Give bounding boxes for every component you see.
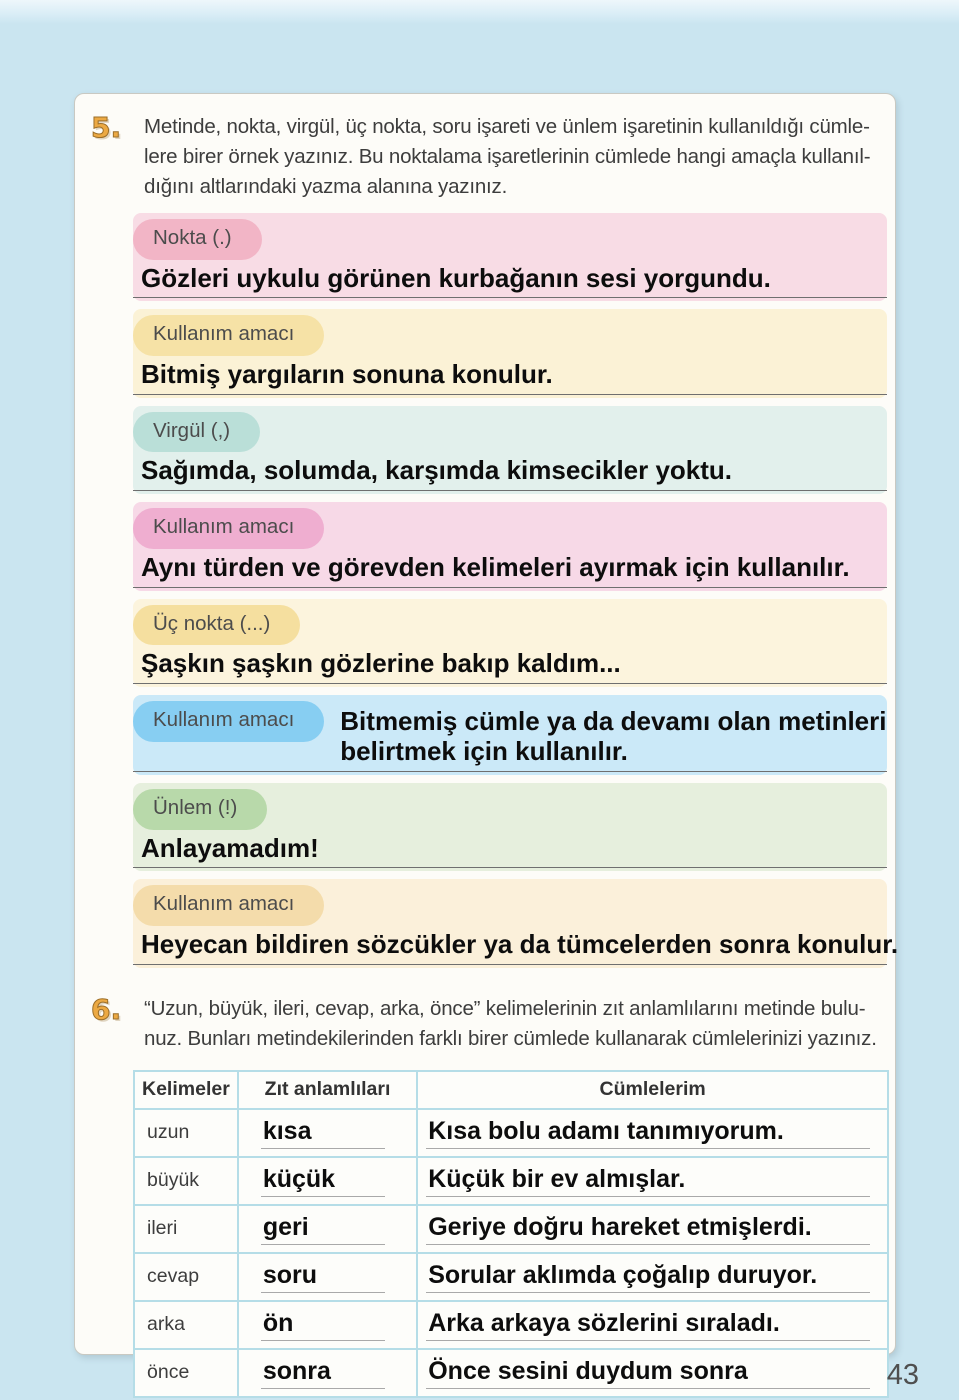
nokta-example-answer: Gözleri uykulu görünen kurbağanın sesi yorgundu. [133, 263, 887, 299]
sentence-cell [417, 1301, 888, 1349]
table-row [134, 1109, 888, 1157]
page-top-gradient [0, 0, 959, 24]
virgul-usage-label: Kullanım amacı [133, 508, 324, 549]
virgul-example-answer: Sağımda, solumda, karşımda kimsecikler yoktu. [133, 455, 887, 491]
sentence-answer: Geriye doğru hareket etmişlerdi. [426, 1213, 870, 1245]
word-cell: arka [134, 1301, 238, 1349]
antonym-answer: ön [261, 1309, 385, 1341]
virgul-usage-section [133, 502, 887, 590]
exercise-5-prompt-line-2: lere birer örnek yazınız. Bu noktalama işaretlerinin cümlede hangi amaçla kullanıl- [144, 145, 871, 168]
word-cell: cevap [134, 1253, 238, 1301]
uc-nokta-usage-section [133, 695, 887, 775]
table-row [134, 1301, 888, 1349]
uc-nokta-label: Üç nokta (...) [133, 605, 300, 646]
page-number: 43 [886, 1359, 919, 1391]
antonym-cell [238, 1109, 417, 1157]
uc-nokta-example-answer: Şaşkın şaşkın gözlerine bakıp kaldım... [133, 648, 887, 684]
antonym-answer: küçük [261, 1165, 385, 1197]
exercise-6-prompt-line-1: “Uzun, büyük, ileri, cevap, arka, önce” kelimelerinin zıt anlamlılarını metinde bulu- [144, 996, 866, 1020]
antonym-cell [238, 1301, 417, 1349]
punctuation-sections [133, 213, 899, 968]
sentence-cell [417, 1253, 888, 1301]
exercise-5-prompt-line-3: dığını altlarındaki yazma alanına yazınız. [144, 175, 508, 198]
sentence-answer: Sorular aklımda çoğalıp duruyor. [426, 1261, 870, 1293]
sentence-cell [417, 1157, 888, 1205]
worksheet-card [74, 93, 899, 1385]
unlem-example-answer: Anlayamadım! [133, 833, 887, 869]
word-cell: önce [134, 1349, 238, 1397]
antonym-answer: geri [261, 1213, 385, 1245]
antonym-answer: soru [261, 1261, 385, 1293]
header-cumlelerim: Cümlelerim [417, 1071, 888, 1109]
uc-nokta-usage-answer: Bitmemiş cümle ya da devamı olan metinleri belirtmek için kullanılır. [133, 701, 887, 772]
header-zit-anlamlilari: Zıt anlamlıları [238, 1071, 417, 1109]
unlem-usage-label: Kullanım amacı [133, 885, 324, 926]
sentence-cell [417, 1349, 888, 1397]
exercise-5-prompt [144, 112, 870, 202]
exercise-6-prompt-line-2: nuz. Bunları metindekilerinden farklı birer cümlede kullanarak cümlelerinizi yazınız. [144, 1026, 877, 1050]
nokta-section [133, 213, 887, 301]
sentence-answer: Küçük bir ev almışlar. [426, 1165, 870, 1197]
sentence-answer: Arka arkaya sözlerini sıraladı. [426, 1309, 870, 1341]
nokta-label: Nokta (.) [133, 219, 262, 260]
unlem-section [133, 783, 887, 871]
sentence-cell [417, 1109, 888, 1157]
sentence-answer: Kısa bolu adamı tanımıyorum. [426, 1117, 870, 1149]
antonym-answer: kısa [261, 1117, 385, 1149]
word-cell: büyük [134, 1157, 238, 1205]
antonym-cell [238, 1157, 417, 1205]
exercise-6 [91, 994, 887, 1054]
uc-nokta-section [133, 599, 887, 687]
nokta-usage-label: Kullanım amacı [133, 315, 324, 356]
antonym-answer: sonra [261, 1357, 385, 1389]
nokta-usage-answer: Bitmiş yargıların sonuna konulur. [133, 359, 887, 395]
exercise-5 [91, 112, 887, 202]
exercise-6-prompt [144, 994, 877, 1054]
uc-nokta-usage-label: Kullanım amacı [133, 701, 324, 742]
antonym-cell [238, 1349, 417, 1397]
table-row [134, 1205, 888, 1253]
virgul-label: Virgül (,) [133, 412, 260, 453]
sentence-answer: Önce sesini duydum sonra [426, 1357, 870, 1389]
exercise-6-number-badge: 6. [91, 992, 122, 1026]
antonym-table [133, 1070, 889, 1398]
virgul-usage-answer: Aynı türden ve görevden kelimeleri ayırmak için kullanılır. [133, 552, 887, 588]
antonym-cell [238, 1205, 417, 1253]
unlem-label: Ünlem (!) [133, 789, 267, 830]
sentence-cell [417, 1205, 888, 1253]
unlem-usage-answer: Heyecan bildiren sözcükler ya da tümcelerden sonra konulur. [133, 929, 887, 965]
nokta-usage-section [133, 309, 887, 397]
table-header-row [134, 1071, 888, 1109]
virgul-section [133, 406, 887, 494]
table-row [134, 1253, 888, 1301]
exercise-5-number-badge: 5. [91, 111, 122, 144]
unlem-usage-section [133, 879, 899, 967]
word-cell: ileri [134, 1205, 238, 1253]
header-kelimeler: Kelimeler [134, 1071, 238, 1109]
antonym-cell [238, 1253, 417, 1301]
word-cell: uzun [134, 1109, 238, 1157]
table-row [134, 1349, 888, 1397]
table-row [134, 1157, 888, 1205]
exercise-5-prompt-line-1: Metinde, nokta, virgül, üç nokta, soru işareti ve ünlem işaretinin kullanıldığı cümle- [144, 115, 870, 138]
